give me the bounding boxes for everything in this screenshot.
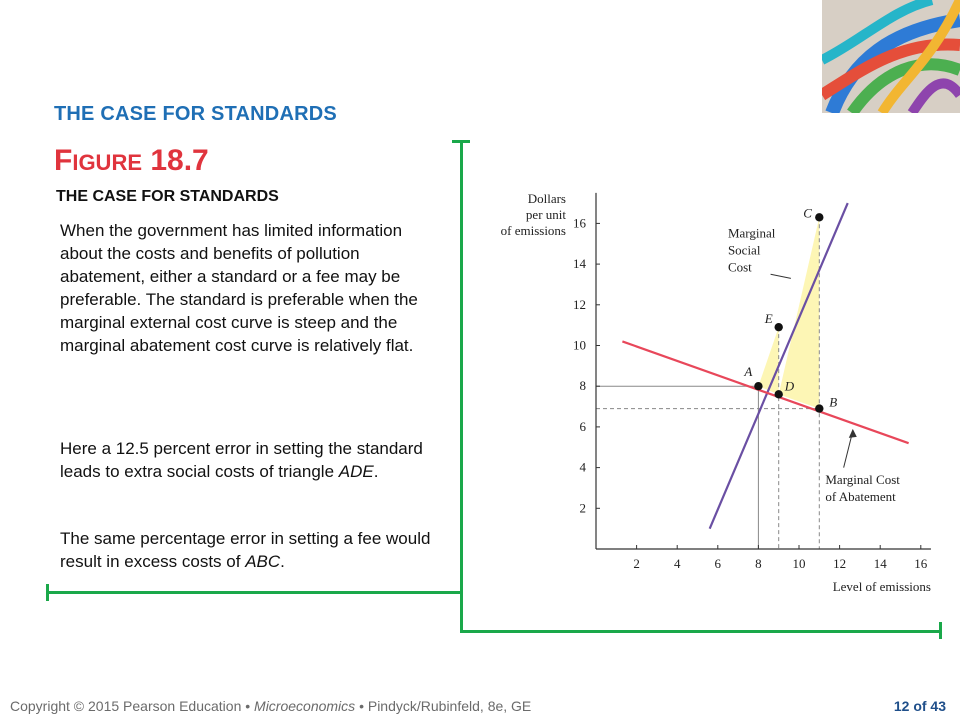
series-label-leader-mca: [844, 435, 852, 468]
frame-right-tick: [939, 622, 942, 639]
frame-bottom-horizontal-line: [460, 630, 941, 633]
y-tick-label: 4: [579, 459, 586, 475]
y-tick-label: 10: [573, 337, 586, 353]
paragraph-fee-error: The same percentage error in setting a fee would result in excess costs of ABC.: [60, 529, 431, 571]
arrow-head-icon: [849, 429, 857, 438]
series-label-leader-msc: [771, 274, 791, 278]
point-e: [775, 323, 783, 331]
y-tick-label: 6: [579, 418, 586, 434]
y-tick-label: 12: [573, 296, 586, 312]
page-number: 12 of 43: [893, 698, 946, 714]
series-label-marginal-cost-of-abatement: of Abatement: [825, 488, 896, 504]
series-line-marginal-cost-of-abatement: [622, 341, 908, 443]
y-tick-label: 16: [573, 215, 586, 231]
x-tick-label: 16: [914, 556, 928, 571]
point-label-b: B: [829, 394, 838, 410]
x-axis-label: Level of emissions: [832, 579, 931, 594]
point-label-d: D: [784, 378, 795, 394]
point-label-a: A: [744, 364, 753, 380]
frame-left-horizontal-line: [48, 591, 461, 594]
frame-top-tick: [452, 140, 470, 143]
paragraph-standard-error: Here a 12.5 percent error in setting the standard leads to extra social costs of triangle ADE.: [60, 439, 423, 481]
footer-copyright: Copyright © 2015 Pearson Education • Microeconomics • Pindyck/Rubinfeld, 8e, GE: [10, 698, 532, 714]
point-d: [775, 390, 783, 398]
section-title: THE CASE FOR STANDARDS: [54, 103, 337, 125]
x-tick-label: 8: [755, 556, 762, 571]
series-label-marginal-social-cost: Cost: [727, 259, 752, 275]
x-tick-label: 4: [673, 556, 681, 571]
series-label-marginal-cost-of-abatement: Marginal Cost: [825, 471, 900, 487]
y-axis-label: per unit: [525, 207, 566, 222]
point-label-c: C: [803, 205, 812, 221]
x-tick-label: 14: [873, 556, 887, 571]
figure-label: FIGURE 18.7: [54, 144, 209, 177]
y-axis-label: Dollars: [527, 191, 566, 206]
x-tick-label: 2: [633, 556, 640, 571]
y-axis-label: of emissions: [500, 223, 566, 238]
y-tick-label: 8: [579, 378, 586, 394]
x-tick-label: 10: [792, 556, 806, 571]
x-tick-label: 6: [714, 556, 722, 571]
series-label-marginal-social-cost: Marginal: [727, 225, 776, 241]
paragraph-explanation: When the government has limited information about the costs and benefits of pollution abatement, either a standard or a fee may be preferable. The standard is preferable when the marginal external cost curve is steep and the marginal abatement cost curve is relatively flat.: [60, 221, 418, 355]
y-tick-label: 14: [573, 256, 586, 272]
point-a: [754, 382, 762, 390]
frame-left-tick: [46, 584, 49, 601]
frame-vertical-line: [460, 140, 463, 632]
figure-subtitle: THE CASE FOR STANDARDS: [56, 188, 279, 205]
point-c: [815, 213, 823, 221]
y-tick-label: 2: [579, 500, 586, 516]
series-label-marginal-social-cost: Social: [727, 242, 761, 258]
case-for-standards-chart: [470, 185, 950, 605]
decorative-cables-image: [822, 0, 960, 113]
point-b: [815, 404, 823, 412]
x-tick-label: 12: [833, 556, 847, 571]
point-label-e: E: [764, 311, 773, 327]
